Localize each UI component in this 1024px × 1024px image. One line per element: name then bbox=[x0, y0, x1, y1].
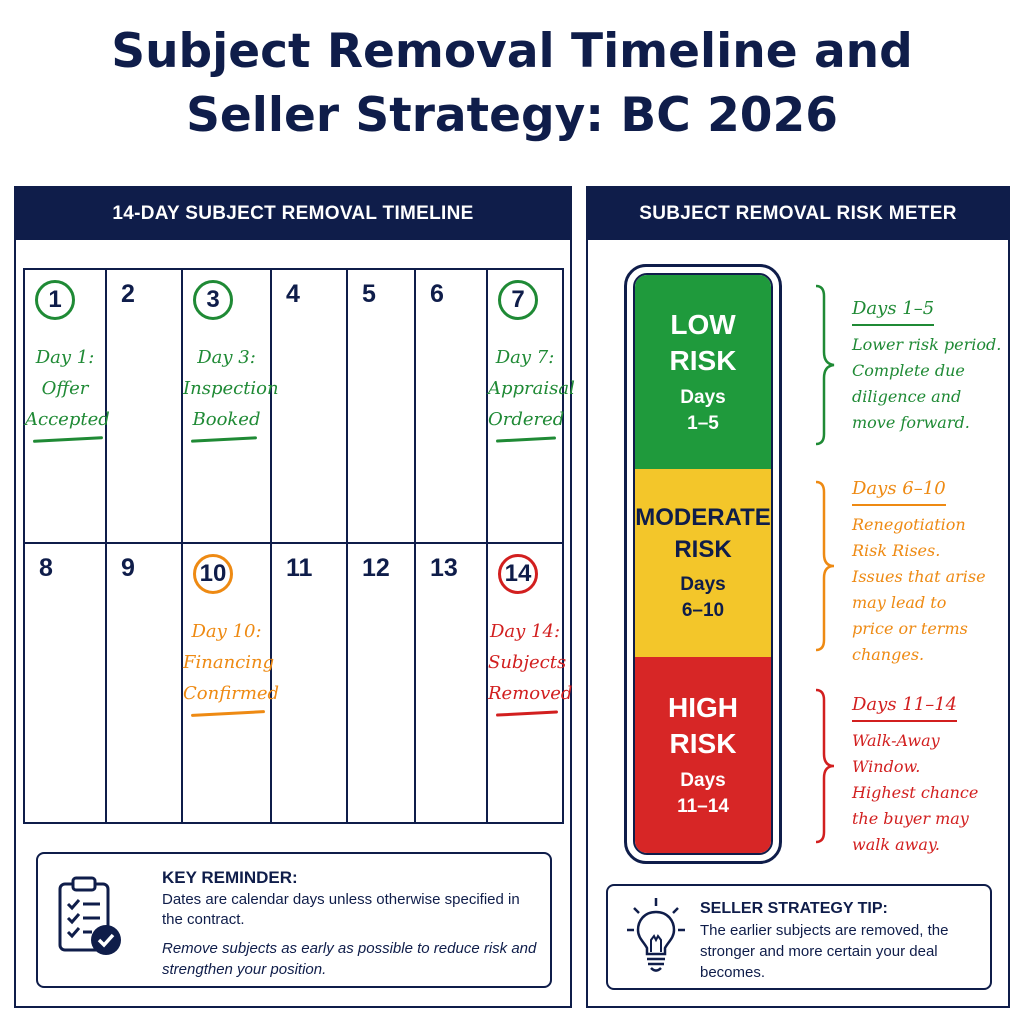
event-text: Booked bbox=[192, 409, 261, 430]
note-heading: Days 6–10 bbox=[852, 476, 946, 506]
day-number: 2 bbox=[121, 280, 135, 308]
event-text: Offer bbox=[41, 378, 89, 399]
note-line: price or terms bbox=[852, 619, 968, 638]
event-text: Financing bbox=[183, 652, 275, 673]
note-line: walk away. bbox=[852, 835, 940, 854]
event-underline bbox=[496, 710, 558, 716]
segment-days: Days bbox=[680, 574, 726, 595]
risk-segment-high bbox=[635, 657, 771, 853]
event-text: Confirmed bbox=[183, 683, 280, 704]
calendar-day-14 bbox=[488, 544, 573, 824]
page-title bbox=[0, 20, 1024, 148]
note-line: changes. bbox=[852, 645, 925, 664]
tip-title: SELLER STRATEGY TIP: bbox=[700, 900, 888, 917]
risk-segment-low bbox=[635, 275, 771, 469]
note-line: Risk Rises. bbox=[852, 541, 941, 560]
segment-title: RISK bbox=[669, 728, 737, 759]
note-line: Highest chance bbox=[852, 783, 979, 802]
calendar-day-8 bbox=[25, 544, 107, 824]
note-line: the buyer may bbox=[852, 809, 969, 828]
segment-days: Days bbox=[680, 770, 726, 791]
segment-days-range: 6–10 bbox=[681, 600, 725, 621]
day-number: 12 bbox=[362, 554, 390, 582]
title-line-2: Seller Strategy: BC 2026 bbox=[186, 88, 838, 143]
segment-title: RISK bbox=[674, 536, 732, 563]
bracket-moderate bbox=[808, 478, 848, 654]
event-text: Appraisal bbox=[488, 378, 575, 399]
event-underline bbox=[496, 436, 556, 442]
note-line: Window. bbox=[852, 757, 921, 776]
day-number: 4 bbox=[286, 280, 300, 308]
note-line: may lead to bbox=[852, 593, 947, 612]
calendar-day-12 bbox=[348, 544, 416, 824]
day-event-note bbox=[488, 342, 575, 435]
event-underline bbox=[191, 436, 257, 442]
day-number: 8 bbox=[39, 554, 53, 582]
day-number: 5 bbox=[362, 280, 376, 308]
note-high bbox=[852, 692, 1002, 858]
segment-days-range: 1–5 bbox=[687, 413, 719, 434]
checklist-icon bbox=[56, 874, 126, 968]
title-line-1: Subject Removal Timeline and bbox=[111, 24, 913, 79]
segment-days: Days bbox=[680, 387, 726, 408]
calendar-day-9 bbox=[107, 544, 183, 824]
calendar-day-3 bbox=[183, 270, 279, 544]
calendar-day-13 bbox=[416, 544, 488, 824]
event-text: Day 7: bbox=[495, 347, 555, 368]
event-text: Day 3: bbox=[197, 347, 256, 368]
reminder-title: KEY REMINDER: bbox=[162, 868, 298, 887]
calendar-day-6 bbox=[416, 270, 488, 544]
note-line: Renegotiation bbox=[852, 515, 966, 534]
event-underline bbox=[33, 436, 103, 443]
note-low bbox=[852, 296, 1002, 436]
tip-text: The earlier subjects are removed, the stronger and more certain your deal becomes. bbox=[700, 922, 949, 981]
event-text: Day 10: bbox=[191, 621, 262, 642]
risk-meter-panel bbox=[586, 186, 1010, 1008]
calendar-grid bbox=[23, 268, 575, 824]
note-heading: Days 11–14 bbox=[852, 692, 957, 722]
day-number: 11 bbox=[286, 554, 313, 582]
day-number: 6 bbox=[430, 280, 444, 308]
note-line: Complete due bbox=[852, 361, 965, 380]
bracket-low bbox=[808, 282, 848, 448]
risk-segment-moderate bbox=[635, 469, 771, 657]
event-text: Inspection bbox=[183, 378, 279, 399]
note-line: diligence and bbox=[852, 387, 962, 406]
note-line: Lower risk period. bbox=[852, 335, 1002, 354]
segment-days-range: 11–14 bbox=[677, 796, 729, 817]
day-number-circle: 10 bbox=[193, 554, 233, 594]
calendar-day-7 bbox=[488, 270, 575, 544]
seller-tip-box bbox=[606, 884, 992, 990]
day-number-circle: 7 bbox=[498, 280, 538, 320]
reminder-italic-text: Remove subjects as early as possible to reduce risk and strengthen your position. bbox=[162, 940, 537, 978]
timeline-header: 14-DAY SUBJECT REMOVAL TIMELINE bbox=[16, 188, 570, 240]
day-number: 13 bbox=[430, 554, 458, 582]
risk-meter-header: SUBJECT REMOVAL RISK METER bbox=[588, 188, 1008, 240]
bracket-high bbox=[808, 686, 848, 846]
day-event-note bbox=[183, 616, 280, 709]
reminder-text: Dates are calendar days unless otherwise specified in the contract. bbox=[162, 891, 520, 928]
risk-meter bbox=[624, 264, 782, 864]
day-number-circle: 3 bbox=[193, 280, 233, 320]
event-underline bbox=[191, 710, 265, 717]
note-line: Walk-Away bbox=[852, 731, 940, 750]
calendar-day-11 bbox=[272, 544, 348, 824]
calendar-day-2 bbox=[107, 270, 183, 544]
event-text: Subjects bbox=[488, 652, 567, 673]
note-line: move forward. bbox=[852, 413, 970, 432]
calendar-day-10 bbox=[183, 544, 280, 824]
event-text: Removed bbox=[488, 683, 573, 704]
note-heading: Days 1–5 bbox=[852, 296, 934, 326]
calendar-day-1 bbox=[25, 270, 110, 544]
day-number-circle: 1 bbox=[35, 280, 75, 320]
note-moderate bbox=[852, 476, 1002, 668]
calendar-day-4 bbox=[272, 270, 348, 544]
lightbulb-icon bbox=[626, 896, 686, 984]
key-reminder-box bbox=[36, 852, 552, 988]
day-number: 9 bbox=[121, 554, 135, 582]
event-text: Ordered bbox=[488, 409, 565, 430]
segment-title: RISK bbox=[669, 345, 737, 376]
segment-title: HIGH bbox=[668, 692, 738, 723]
event-text: Accepted bbox=[25, 409, 110, 430]
event-text: Day 14: bbox=[489, 621, 561, 642]
day-event-note bbox=[25, 342, 110, 435]
day-event-note bbox=[488, 616, 573, 709]
segment-title: MODERATE bbox=[635, 504, 771, 531]
segment-title: LOW bbox=[670, 309, 736, 340]
note-line: Issues that arise bbox=[852, 567, 986, 586]
calendar-day-5 bbox=[348, 270, 416, 544]
event-text: Day 1: bbox=[35, 347, 95, 368]
day-event-note bbox=[183, 342, 279, 435]
timeline-panel bbox=[14, 186, 575, 1008]
day-number-circle: 14 bbox=[498, 554, 538, 594]
